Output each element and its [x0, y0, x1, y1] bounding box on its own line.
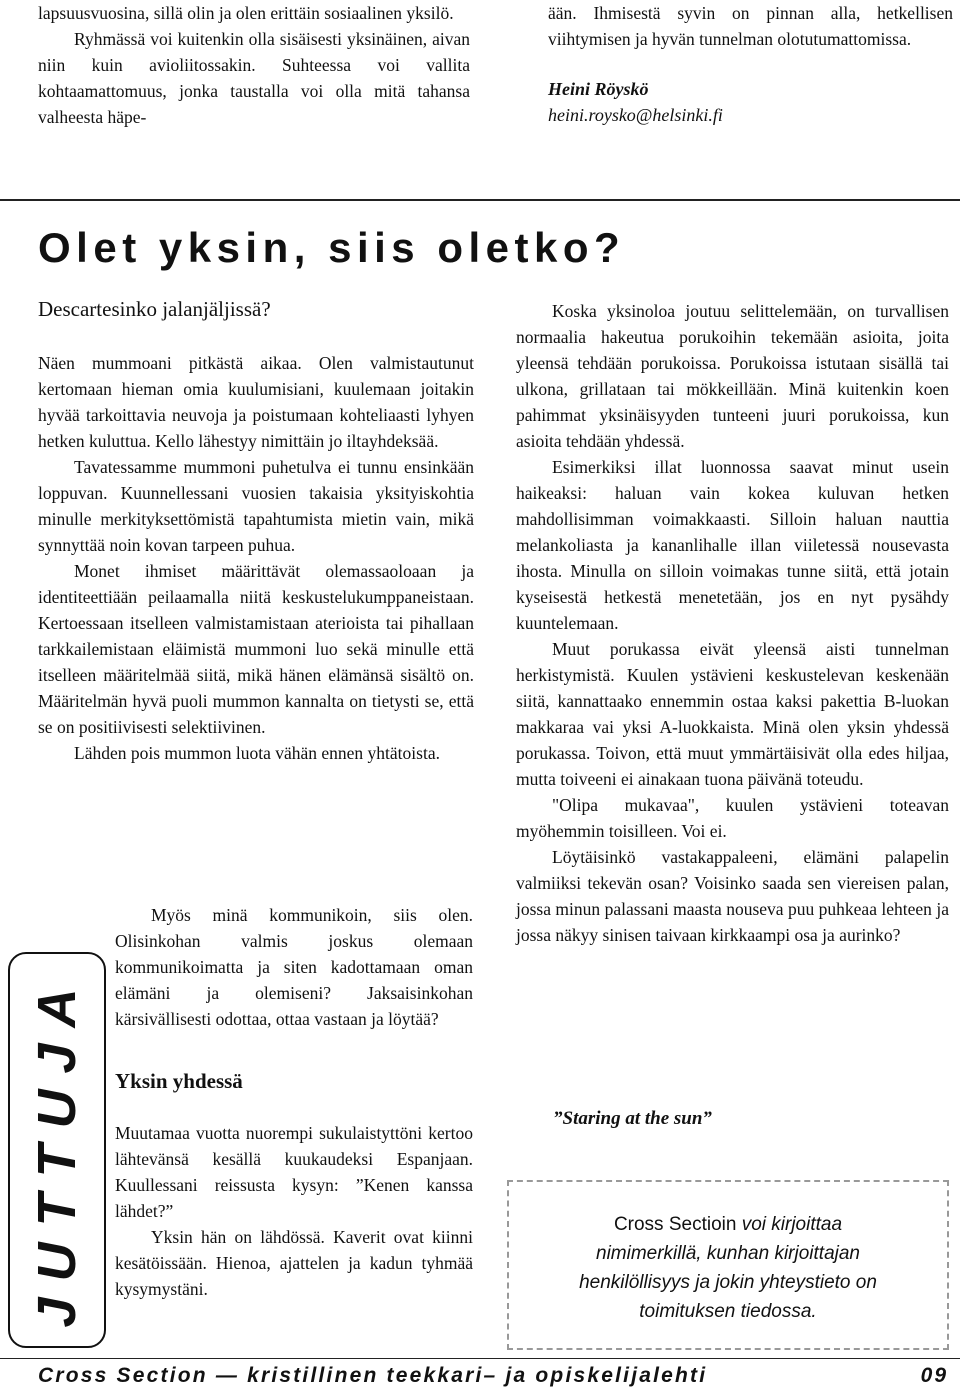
- paragraph: Ryhmässä voi kuitenkin olla sisäisesti yksinäinen, aivan niin kuin avioliitossakin. Suhteessa voi vallita kohtaamattomuus, jonka taustalla voi olla mitä tahansa valheesta häpe-: [38, 29, 470, 127]
- paragraph: Monet ihmiset määrittävät olemassaoloaan ja identiteettiään peilaamalla niitä keskustelukumppaneistaan. Kertoessaan itselleen valmistamistaan aterioista tai pihallaan tarkkailemistaan eläimistä mummoni luo sekä minulle että itselleen määritelmää siitä, mikä hänen elämänsä sisältö on. Määritelmän hyvä puoli mummon kannalta on tietysti se, että se on positiivisesti selektiivinen.: [38, 561, 474, 737]
- notice-brand: Cross Sectioin: [613, 1214, 737, 1235]
- paragraph: Tavatessamme mummoni puhetulva ei tunnu ensinkään loppuvan. Kuunnellessani vuosien takaisia yksityiskohtia minulle merkityksettömistä tapahtumista mietin vain, mikä synnyttää noin kovan tarpeen puhua.: [38, 457, 474, 555]
- footer-divider: [0, 1358, 960, 1359]
- paragraph: Muutamaa vuotta nuorempi sukulaistyttöni kertoo lähtevänsä kesällä kuukaudeksi Espanjaan. Kuullessani reissusta kysyn: ”Kenen kanssa lähdet?”: [115, 1123, 473, 1221]
- article-title: Olet yksin, siis oletko?: [38, 224, 626, 271]
- page-number: 09: [920, 1364, 948, 1387]
- top-right-column: [548, 0, 953, 128]
- article-subhead: Descartesinko jalanjäljissä?: [38, 297, 271, 321]
- left-column: [38, 296, 474, 766]
- paragraph: ään. Ihmisestä syvin on pinnan alla, hetkellisen viihtymisen ja hyvän tunnelman olotutumattomissa.: [548, 3, 953, 49]
- notice-text: henkilöllisyys ja jokin yhteystieto on: [579, 1272, 877, 1293]
- paragraph: Lähden pois mummon luota vähän ennen yhtätoista.: [74, 743, 440, 763]
- paragraph: Koska yksinoloa joutuu selittelemään, on turvallisen normaalia hakeutua porukoihin tekemään asioita, joita yleensä tehdään porukoissa. Porukoissa istutaan sisällä tai ulkona, grillataan tai mökkeillään. Minä kuitenkin koen pahimmat yksinäisyyden tunteeni juuri porukoissa, kun asioita tehdään yhdessä.: [516, 301, 949, 451]
- publication-name: Cross Section — kristillinen teekkari– ja opiskelijalehti: [38, 1364, 708, 1387]
- notice-text: nimimerkillä, kunhan kirjoittajan: [596, 1243, 860, 1264]
- top-left-column: [38, 0, 470, 130]
- notice-box: [507, 1180, 949, 1350]
- section-sidebar: [8, 952, 106, 1348]
- paragraph: Muut porukassa eivät yleensä aisti tunnelman herkistymistä. Kuulen ystävieni keskustelevan keskenään siitä, kannattaako ennemmin ostaa kaksi pakettia B-luokan makkaraa vai yksi A-luokkaista. Minä olen yksin yhdessä porukassa. Toivon, että muut ymmärtäisivät olla edes hiljaa, mutta toiveeni ei ainakaan tuona päivänä toteudu.: [516, 639, 949, 789]
- notice-text: voi kirjoittaa: [741, 1214, 843, 1235]
- paragraph: Näen mummoani pitkästä aikaa. Olen valmistautunut kertomaan hieman omia kuulumisiani, kuulemaan joitakin hyvää tarkoittavia neuvoja ja poistumaan kohteliaasti lyhyen hetken kuluttua. Kello lähestyy nimittäin jo iltayhdeksää.: [38, 353, 474, 451]
- sidebar-label: JUTTUJA: [27, 972, 87, 1328]
- paragraph: Löytäisinkö vastakappaleeni, elämäni palapelin valmiiksi tekevän osan? Voisinko saada sen viereisen palan, jossa minun palassani maasta nouseva puu puhkeaa lehteen ja jossa näkyy sinisen taivaan kirkkaampi osa ja aurinko?: [516, 847, 949, 945]
- right-column: [516, 298, 949, 948]
- inner-column: [115, 902, 473, 1302]
- notice-text: toimituksen tiedossa.: [639, 1301, 817, 1322]
- section-heading: Yksin yhdessä: [115, 1069, 243, 1093]
- divider: [0, 199, 960, 201]
- paragraph: Esimerkiksi illat luonnossa saavat minut usein haikeaksi: haluan vain kokea kuluvan hetken mahdollisimman voimakkaasti. Silloin haluan nauttia melankoliasta ja kananlihalle illan viiletessä nousevasta ihosta. Minulla on silloin voimakas tunne siitä, että jotain kyseisestä hetkestä menetetään, jos en nyt pysähdy kuuntelemaan.: [516, 457, 949, 633]
- paragraph: "Olipa mukavaa", kuulen ystävieni toteavan myöhemmin toisilleen. Voi ei.: [516, 795, 949, 841]
- paragraph: Yksin hän on lähdössä. Kaverit ovat kiinni kesätöissään. Hienoa, ajattelen ja kadun tyhmää kysymystäni.: [115, 1227, 473, 1299]
- paragraph: lapsuusvuosina, sillä olin ja olen erittäin sosiaalinen yksilö.: [38, 3, 454, 23]
- page-footer: [38, 1364, 956, 1388]
- author-name: Heini Röyskö: [548, 79, 649, 99]
- paragraph: Myös minä kommunikoin, siis olen. Olisinkohan valmis joskus olemaan kommunikoimatta ja siten kadottamaan oman elämäni ja olemiseni? Jaksaisinkohan kärsivällisesti odottaa, ottaa vastaan ja löytää?: [115, 905, 473, 1029]
- author-email: heini.roysko@helsinki.fi: [548, 105, 723, 125]
- pull-quote: ”Staring at the sun”: [553, 1108, 712, 1129]
